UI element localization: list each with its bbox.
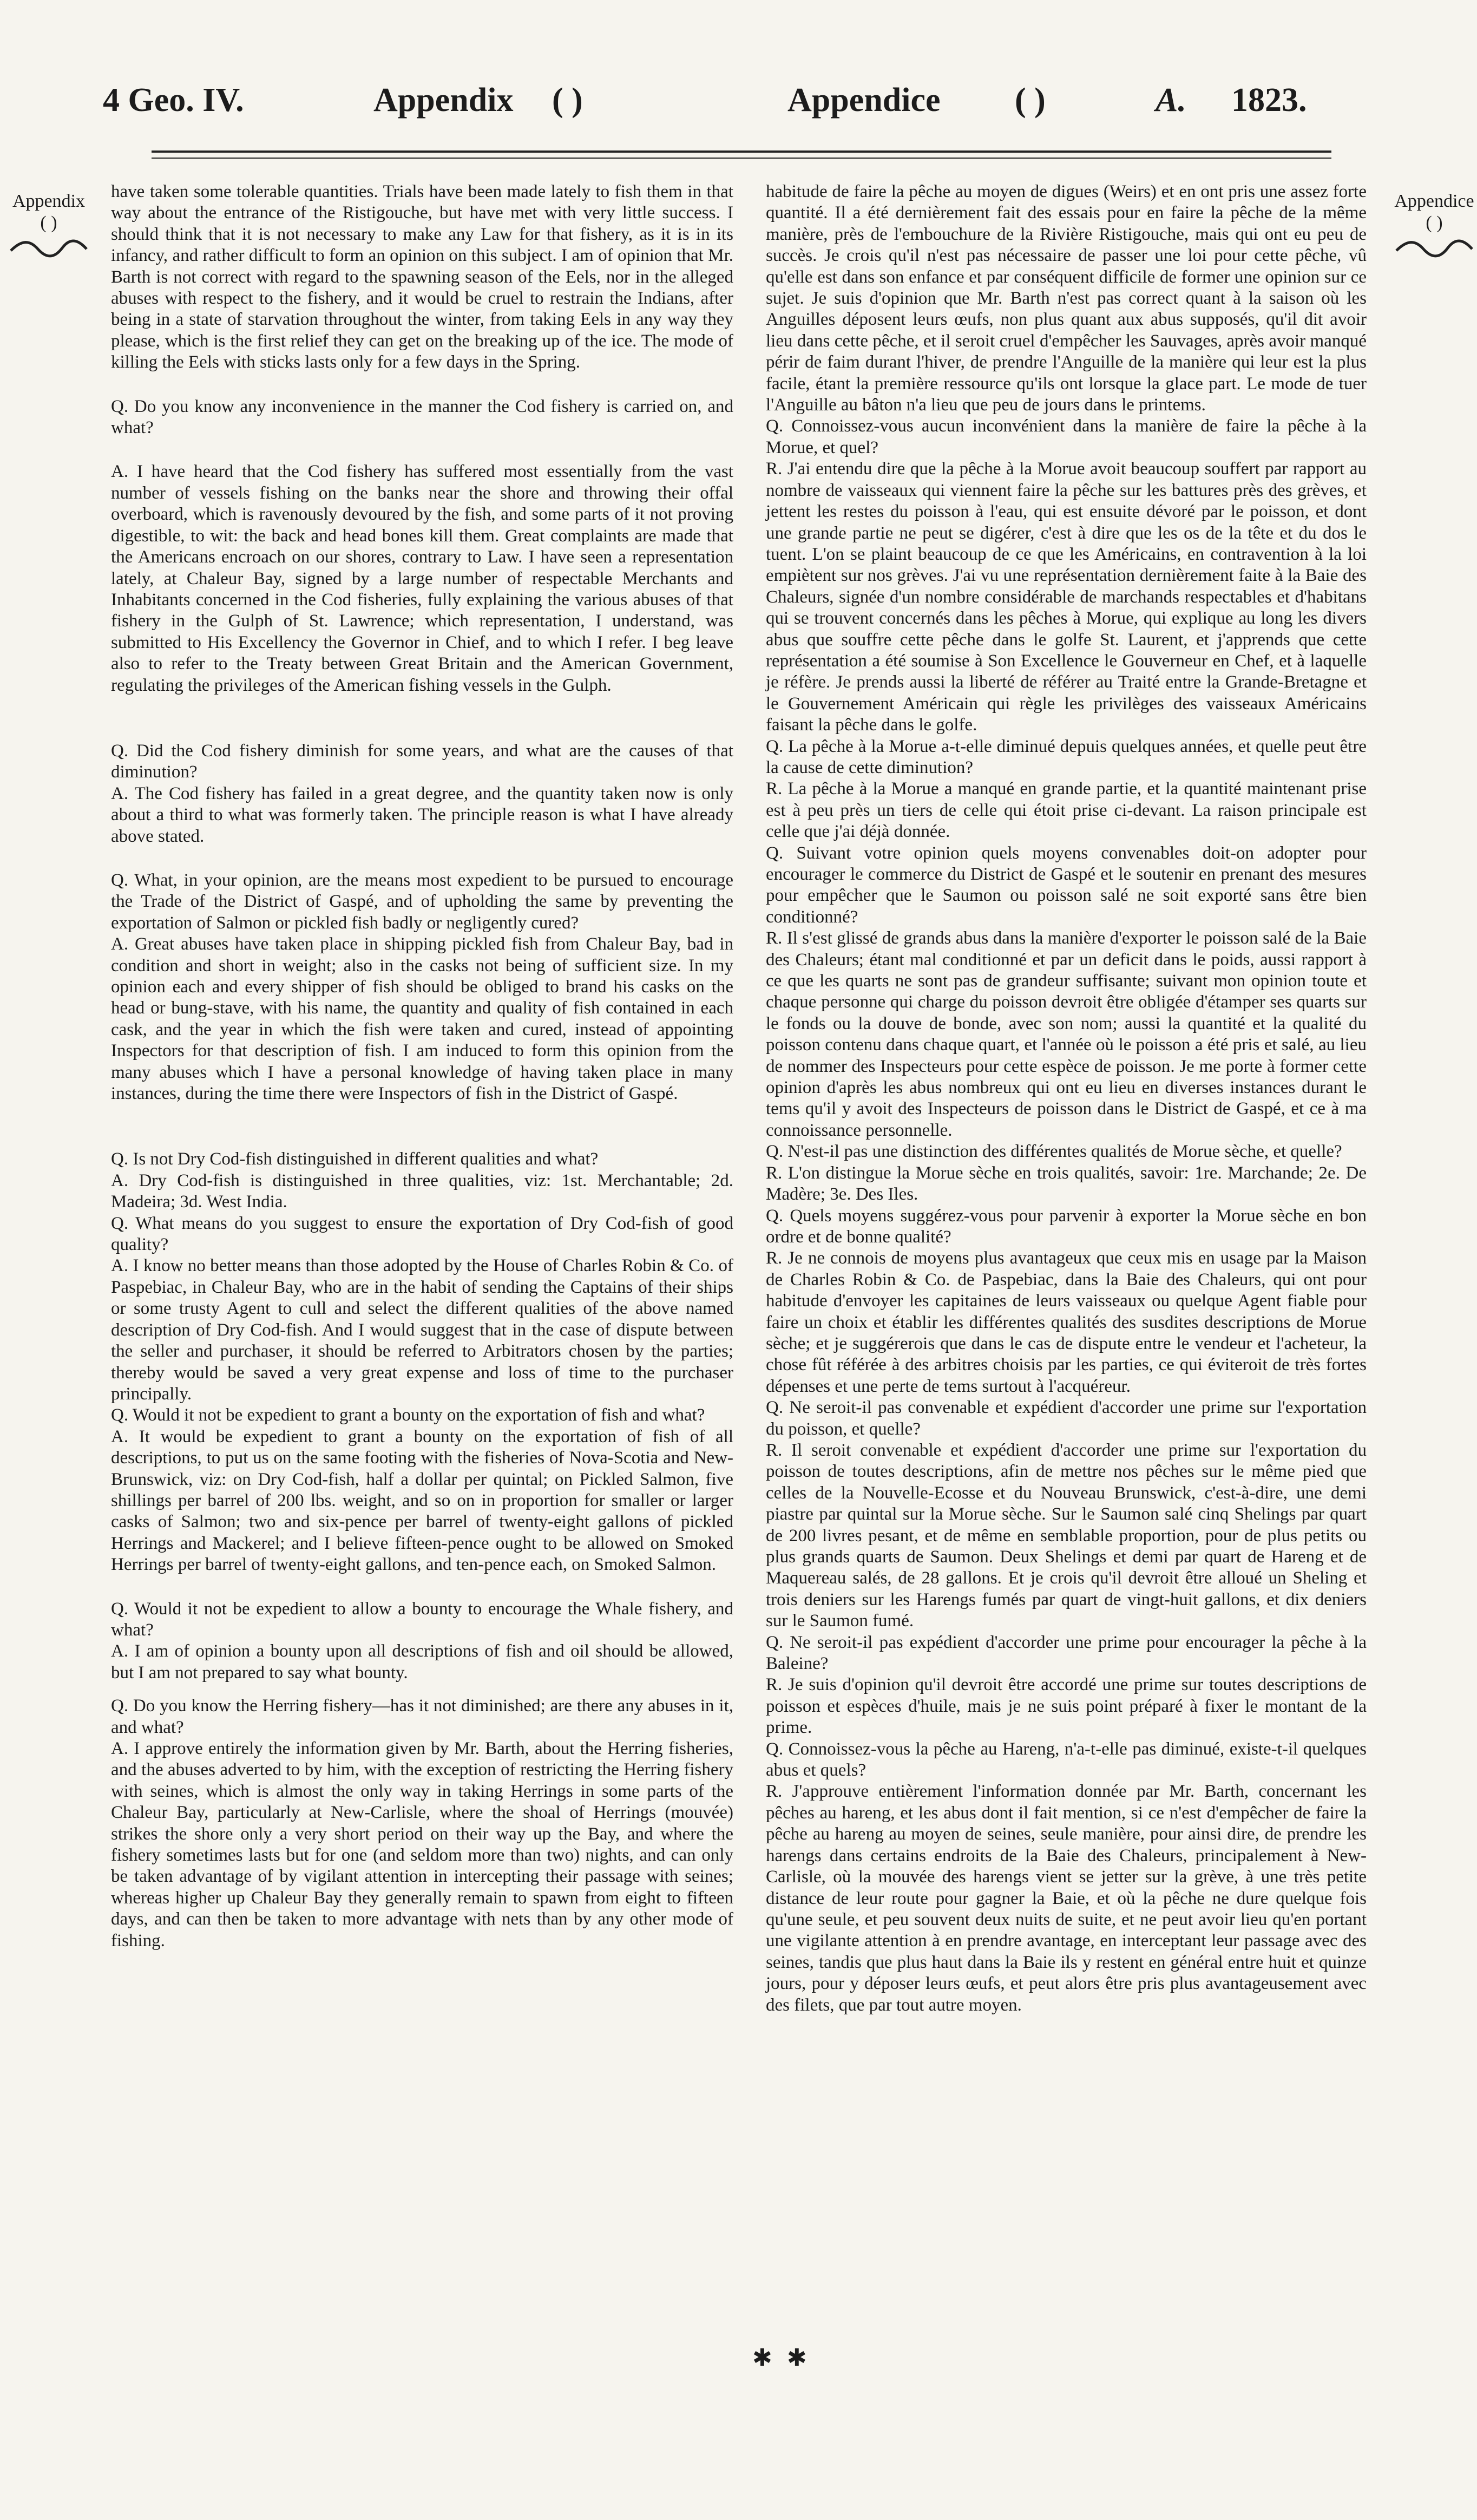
margin-label-right: Appendice bbox=[1394, 191, 1474, 211]
margin-label-left: Appendix bbox=[12, 191, 86, 211]
english-paragraph: A. I have heard that the Cod fishery has suffered most essentially from the vast number of vessels fishing on the banks near the shore and throwing their offal overboard, which is ravenously devoured by the fish, and some parts of it not proving digestible, to wit: the back and head bones kill them. Great complaints are made that the Americans encroach on our shores, contrary to Law. I have seen a representation lately, at Chaleur Bay, signed by a large number of respectable Merchants and Inhabitants concerned in the Cod fisheries, fully explaining the various abuses of that fishery in the Gulph of St. Lawrence; which representation, I understand, was submitted to His Excellency the Governor in Chief, and to which I refer. I beg leave also to refer to the Treaty between Great Britain and the American Government, regulating the privileges of the American fishing vessels in the Gulph. bbox=[111, 462, 733, 695]
english-paragraph: A. It would be expedient to grant a bounty on the exportation of fish of all descriptions, to put us on the same footing with the fisheries of Nova-Scotia and New-Brunswick, viz: on Dry Cod-fish, half a dollar per quintal; on Pickled Salmon, five shillings per barrel of 200 lbs. weight, and so on in proportion for smaller or larger casks of Salmon; two and six-pence per barrel of twenty-eight gallons of pickled Herrings and Mackerel; and I believe fifteen-pence ought to be allowed on Smoked Herrings per barrel of twenty-eight gallons, and ten-pence each, on Smoked Salmon. bbox=[111, 1426, 733, 1575]
paragraph-spacer bbox=[111, 1104, 733, 1149]
regnal-year: 4 Geo. IV. bbox=[103, 82, 244, 119]
header-rule bbox=[152, 150, 1331, 153]
appendix-number-left: ( ) bbox=[552, 82, 583, 119]
english-paragraph: Q. Would it not be expedient to grant a bounty on the exportation of fish and what? bbox=[111, 1405, 705, 1425]
margin-note-right bbox=[1391, 191, 1477, 259]
french-paragraph: R. L'on distingue la Morue sèche en trois qualités, savoir: 1re. Marchande; 2e. De Madère; 3e. Des Iles. bbox=[766, 1163, 1367, 1205]
french-paragraph: Q. La pêche à la Morue a-t-elle diminué depuis quelques années, et quelle peut être la cause de cette diminution? bbox=[766, 736, 1367, 777]
footer-ornament: ✱ ✱ bbox=[752, 2345, 811, 2371]
margin-paren-left: ( ) bbox=[40, 213, 57, 233]
appendix-letter: A. bbox=[1156, 82, 1186, 119]
french-paragraph: Q. Ne seroit-il pas convenable et expédient d'accorder une prime sur l'exportation du poisson, et quelle? bbox=[766, 1398, 1367, 1439]
english-paragraph: have taken some tolerable quantities. Trials have been made lately to fish them in that way about the entrance of the Ristigouche, but have met with very little success. I should think that it is not necessary to make any Law for that fishery, as it is in its infancy, and rather difficult to form an opinion on this subject. I am of opinion that Mr. Barth is not correct with regard to the spawning season of the Eels, nor in the alleged abuses with respect to the fishery, and it would be cruel to restrain the Indians, after being in a state of starvation throughout the winter, from taking Eels in any way they please, which is the first relief they can get on the breaking up of the ice. The mode of killing the Eels with sticks lasts only for a few days in the Spring. bbox=[111, 182, 733, 372]
french-paragraph: R. La pêche à la Morue a manqué en grande partie, et la quantité maintenant prise est à peu près un tiers de celle qui étoit prise ci-devant. La raison principale est celle que j'ai déjà donnée. bbox=[766, 779, 1367, 842]
paragraph-spacer bbox=[111, 374, 733, 396]
running-header-left bbox=[103, 81, 720, 130]
english-paragraph: A. Great abuses have taken place in shipping pickled fish from Chaleur Bay, bad in condition and short in weight; also in the casks not being of sufficient size. In my opinion each and every shipper of fish should be obliged to brand his casks on the head or bung-stave, with his name, the quantity and quality of fish contained in each cask, and the year in which the fish were taken and cured, instead of appointing Inspectors for that description of fish. I am induced to form this opinion from the many abuses which I have a personal knowledge of having taken place in many instances, during the time there were Inspectors of fish in the District of Gaspé. bbox=[111, 934, 733, 1104]
english-paragraph: Q. Is not Dry Cod-fish distinguished in different qualities and what? bbox=[111, 1149, 599, 1169]
paragraph-spacer bbox=[111, 1576, 733, 1599]
french-paragraph: Q. Ne seroit-il pas expédient d'accorder une prime pour encourager la pêche à la Baleine? bbox=[766, 1632, 1367, 1674]
paragraph-spacer bbox=[111, 696, 733, 741]
english-paragraph: Q. Do you know the Herring fishery—has it not diminished; are there any abuses in it, and what? bbox=[111, 1696, 733, 1737]
french-paragraph: Q. Quels moyens suggérez-vous pour parvenir à exporter la Morue sèche en bon ordre et de bonne qualité? bbox=[766, 1206, 1367, 1247]
french-paragraph: R. Je ne connois de moyens plus avantageux que ceux mis en usage par la Maison de Charles Robin & Co. de Paspebiac, dans la Baie des Chaleurs, qui ont pour habitude d'envoyer les capitaines de leurs vaisseaux ou quelque Agent fiable pour faire un choix et établir les différentes qualités des susdites descriptions de Morue sèche; et je suggérerois que dans le cas de dispute entre le vendeur et l'acheteur, la chose fût référée à des arbitres choisis par les parties, ce qui éviteroit de très fortes dépenses et une perte de tems surtout à l'acquéreur. bbox=[766, 1248, 1367, 1396]
english-column bbox=[111, 181, 733, 1952]
french-paragraph: Q. N'est-il pas une distinction des différentes qualités de Morue sèche, et quelle? bbox=[766, 1142, 1342, 1162]
margin-paren-right: ( ) bbox=[1426, 213, 1443, 233]
english-paragraph: Q. Did the Cod fishery diminish for some years, and what are the causes of that diminution? bbox=[111, 741, 733, 782]
french-paragraph: R. Il seroit convenable et expédient d'accorder une prime sur l'exportation du poisson de toutes descriptions, afin de mettre nos pêches sur le même pied que celles de la Nouvelle-Ecosse et du Nouveau Brunswick, c'est-à-dire, une demi piastre par quintal sur la Morue sèche. Sur le Saumon salé cinq Shelings par quart de 200 livres pesant, et de même en semblable proportion, pour de plus petits ou plus grands quarts de Saumon. Deux Shelings et demi par quart de Hareng et de Maquereau salés, de 28 gallons. Et je crois qu'il devroit être alloué un Sheling et trois deniers sur les Harengs fumés par quart de vingt-huit gallons, et dix deniers sur le Saumon fumé. bbox=[766, 1440, 1367, 1631]
english-paragraph: Q. What means do you suggest to ensure the exportation of Dry Cod-fish of good quality? bbox=[111, 1213, 733, 1255]
french-column bbox=[766, 181, 1367, 2016]
french-paragraph: habitude de faire la pêche au moyen de digues (Weirs) et en ont pris une assez forte quantité. Il a été dernièrement fait des essais pour en faire la pêche de la même manière, près de l'embouchure de la Rivière Ristigouche, mais qui ont eu peu de succès. Je crois qu'il n'est pas nécessaire de passer une loi pour cette pêche, vû qu'elle est dans son enfance et par conséquent difficile de former une opinion sur ce sujet. Je suis d'opinion que Mr. Barth n'est pas correct quant à la saison où les Anguilles déposent leurs œufs, non plus quant aux abus supposés, qu'il dit avoir lieu dans cette pêche, et il seroit cruel d'empêcher les Sauvages, après avoir manqué périr de faim durant l'hiver, de prendre l'Anguille de la manière qui leur est la plus facile, étant la première ressource qu'ils ont lorsque la glace part. Le mode de tuer l'Anguille au bâton n'a lieu que peu de jours dans le printems. bbox=[766, 182, 1367, 415]
appendix-heading: Appendix bbox=[373, 82, 514, 119]
running-header-right bbox=[787, 81, 1329, 130]
paragraph-spacer bbox=[111, 438, 733, 461]
english-paragraph: Q. Do you know any inconvenience in the manner the Cod fishery is carried on, and what? bbox=[111, 396, 733, 438]
appendix-number-right: ( ) bbox=[1015, 82, 1046, 119]
english-paragraph: A. I am of opinion a bounty upon all descriptions of fish and oil should be allowed, but I am not prepared to say what bounty. bbox=[111, 1641, 733, 1683]
english-paragraph: A. Dry Cod-fish is distinguished in three qualities, viz: 1st. Merchantable; 2d. Madeira; 3d. West India. bbox=[111, 1170, 733, 1212]
header-year: 1823. bbox=[1231, 82, 1307, 119]
paragraph-spacer bbox=[111, 847, 733, 870]
english-paragraph: Q. Would it not be expedient to allow a bounty to encourage the Whale fishery, and what? bbox=[111, 1599, 733, 1640]
english-paragraph: A. I approve entirely the information given by Mr. Barth, about the Herring fisheries, and the abuses adverted to by him, with the exception of restricting the Herring fishery with seines, which is almost the only way in taking Herrings in some parts of the Chaleur Bay, particularly at New-Carlisle, where the shoal of Herrings (mouvée) strikes the shore only a very short period on their way up the Bay, and where the fishery sometimes lasts but for one (and seldom more than two) nights, and can only be taken advantage of by vigilant attention in intercepting their passage with seines; whereas higher up Chaleur Bay they generally remain to spawn from eight to fifteen days, and can then be taken to more advantage with nets than by any other mode of fishing. bbox=[111, 1739, 733, 1950]
english-paragraph: A. I know no better means than those adopted by the House of Charles Robin & Co. of Paspebiac, in Chaleur Bay, who are in the habit of sending the Captains of their ships or some trusty Agent to cull and select the different qualities of the above named description of Dry Cod-fish. And I would suggest that in the case of dispute between the seller and purchaser, it should be referred to Arbitrators chosen by the parties; thereby would be saved a very great expense and loss of time to the purchaser principally. bbox=[111, 1256, 733, 1404]
paragraph-spacer bbox=[111, 1684, 733, 1696]
french-paragraph: R. Il s'est glissé de grands abus dans la manière d'exporter le poisson salé de la Baie des Chaleurs; étant mal conditionné et par un deficit dans le poids, aussi rapport à ce que les quarts ne sont pas de grandeur suffisante; suivant mon opinion toute et chaque personne qui charge du poisson devroit être obligée d'étamper ses quarts sur le fonds ou la douve de bonde, avec son nom; aussi la quantité et la qualité du poisson contenu dans chaque quart, et l'année où le poisson a été pris et salé, au lieu de nommer des Inspecteurs pour cette espèce de poisson. Je me porte à former cette opinion d'après les abus nombreux qui ont eu lieu en diverses instances durant le tems qu'il y avoit des Inspecteurs de poisson dans le District de Gaspé, et ce à ma connoissance personnelle. bbox=[766, 928, 1367, 1140]
french-paragraph: Q. Suivant votre opinion quels moyens convenables doit-on adopter pour encourager le commerce du District de Gaspé et le soutenir en prenant des mesures pour empêcher que le Saumon ou poisson salé ne soit exporté sans être bien conditionné? bbox=[766, 843, 1367, 927]
swash-ornament-left bbox=[8, 237, 89, 259]
french-paragraph: R. J'approuve entièrement l'information donnée par Mr. Barth, concernant les pêches au hareng, et les abus dont il fait mention, si ce n'est d'empêcher de faire la pêche au hareng au moyen de seines, seule manière, pour ainsi dire, de prendre les harengs dans certains endroits de la Baie des Chaleurs, principalement à New-Carlisle, où la mouvée des harengs vient se jetter sur la grève, à une très petite distance de leur route pour gagner la Baie, et où la pêche ne dure quelque fois qu'une seule, et peu souvent deux nuits de suite, et ne peut avoir lieu qu'en portant une vigilante attention à en prendre avantage, en interceptant leur passage avec des seines, tandis que plus haut dans la Baie ils y restent en général entre huit et quinze jours, pour y déposer leurs œufs, et peut alors être pris plus avantageusement avec des filets, que par tout autre moyen. bbox=[766, 1782, 1367, 2015]
english-paragraph: A. The Cod fishery has failed in a great degree, and the quantity taken now is only about a third to what was formerly taken. The principle reason is what I have already above stated. bbox=[111, 783, 733, 846]
swash-ornament-right bbox=[1394, 237, 1475, 259]
header-rule-thin bbox=[152, 158, 1331, 159]
french-paragraph: R. J'ai entendu dire que la pêche à la Morue avoit beaucoup souffert par rapport au nombre de vaisseaux qui viennent faire la pêche sur les battures près des grèves, et jettent les restes du poisson à l'eau, qui est ensuite dévoré par le poisson, et dont une grande partie ne peut se digérer, c'est à dire que les os de la tête et du dos le tuent. L'on se plaint beaucoup de ce que les Américains, en contravention à la loi empiètent sur nos grèves. J'ai vu une représentation dernièrement faite à la Baie des Chaleurs, signée d'un nombre considérable de marchands respectables et d'habitans qui se trouvent concernés dans les pêches à Morue, qui explique au long les divers abus que souffre cette pêche dans le golfe St. Laurent, et j'apprends que cette représentation a été soumise à Son Excellence le Gouverneur en Chef, et à laquelle je réfère. Je prends aussi la liberté de référer au Traité entre la Grande-Bretagne et le Gouvernement Américain qui règle les privilèges des vaisseaux Américains faisant la pêche dans le golfe. bbox=[766, 459, 1367, 735]
french-paragraph: R. Je suis d'opinion qu'il devroit être accordé une prime sur toutes descriptions de poisson et espèces d'huile, mais je ne suis point préparé à fixer le montant de la prime. bbox=[766, 1675, 1367, 1738]
english-paragraph: Q. What, in your opinion, are the means most expedient to be pursued to encourage the Trade of the District of Gaspé, and of upholding the same by preventing the exportation of Salmon or pickled fish badly or negligently cured? bbox=[111, 870, 733, 933]
french-paragraph: Q. Connoissez-vous la pêche au Hareng, n'a-t-elle pas diminué, existe-t-il quelques abus et quels? bbox=[766, 1739, 1367, 1781]
appendice-heading: Appendice bbox=[787, 82, 941, 119]
margin-note-left bbox=[5, 191, 92, 259]
french-paragraph: Q. Connoissez-vous aucun inconvénient dans la manière de faire la pêche à la Morue, et quel? bbox=[766, 416, 1367, 457]
